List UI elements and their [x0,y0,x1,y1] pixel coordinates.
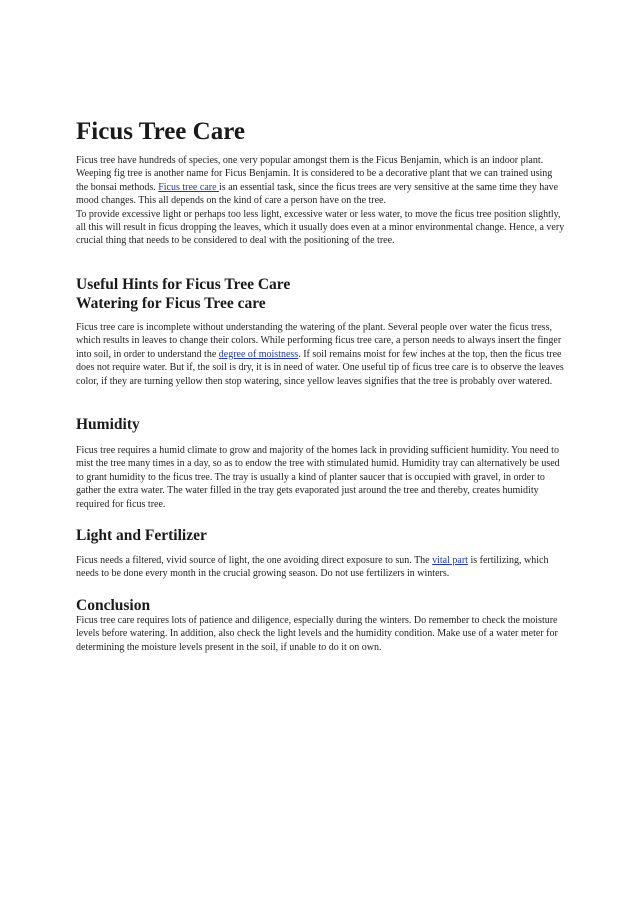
page-title: Ficus Tree Care [76,118,245,145]
intro-section [76,154,566,248]
light-section [76,526,566,545]
vital-part-link[interactable]: vital part [432,555,468,566]
useful-hints-heading: Useful Hints for Ficus Tree Care [76,276,291,293]
light-body [76,554,566,581]
light-paragraph [76,554,566,581]
watering-heading: Watering for Ficus Tree care [76,295,266,312]
humidity-heading: Humidity [76,416,140,433]
watering-paragraph [76,321,566,388]
conclusion-section [76,596,566,615]
watering-text-after: . If soil remains moist for few inches at the top, then the ficus tree does not require water. But if, the soil is dry, it is in need of water. One useful tip of ficus tree care is to observe the leaves color, if they are turning yellow then stop watering, since yellow leaves signifies that the tree is probably over watered. [76,348,564,387]
ficus-tree-care-link[interactable]: Ficus tree care [158,181,220,193]
humidity-paragraph: Ficus tree requires a humid climate to grow and majority of the homes lack in providing sufficient humidity. You need to mist the tree many times in a day, so as to endow the tree with stimulated humid. Humidity tray can alternatively be used to grant humidity to the ficus tree. The tray is usually a kind of planter saucer that is occupied with gravel, in order to gather the extra water. The water filled in the tray gets evaporated just around the tree and thereby, creates humidity required for ficus tree. [76,445,560,510]
watering-text-before: Ficus tree care is incomplete without understanding the watering of the plant. Several people over water the ficus tress, which results in leaves to change their colors. While performing ficus tree care, a person needs to always insert the finger into soil, in order to understand the [76,322,562,360]
humidity-body [76,444,566,511]
conclusion-paragraph: Ficus tree care requires lots of patience and diligence, especially during the winters. Do remember to check the moisture levels before watering. In addition, also check the light levels and the humidity condition. Make use of a water meter for determining the moisture levels present in the soil, if unable to do it on own. [76,615,558,653]
hints-section [76,275,566,313]
light-text-after: is fertilizing, which needs to be done every month in the crucial growing season. Do not use fertilizers in winters. [76,555,549,580]
light-text-before: Ficus needs a filtered, vivid source of light, the one avoiding direct exposure to sun. The [76,555,433,566]
humidity-section [76,415,566,434]
conclusion-body [76,614,566,654]
intro-paragraph-1 [76,154,566,208]
degree-of-moistness-link[interactable]: degree of moistness [218,348,299,360]
watering-section [76,321,566,388]
intro-paragraph-2: To provide excessive light or perhaps too less light, excessive water or less water, to move the ficus tree position slightly, all this will result in ficus dropping the leaves, which it usually does even at a minor environmental change. Hence, a very crucial thing that needs to be considered to deal with the positioning of the tree. [76,208,565,247]
intro-text-after: is an essential task, since the ficus trees are very sensitive at the same time they have mood changes. This all depends on the kind of care a person have on the tree. [76,181,559,207]
conclusion-heading: Conclusion [76,597,151,614]
intro-text-before: Ficus tree have hundreds of species, one very popular amongst them is the Ficus Benjamin, which is an indoor plant. Weeping fig tree is another name for Ficus Benjamin. It is considered to be a decorative plant that we can trained using the bonsai methods. [76,155,553,193]
light-fertilizer-heading: Light and Fertilizer [76,527,207,544]
